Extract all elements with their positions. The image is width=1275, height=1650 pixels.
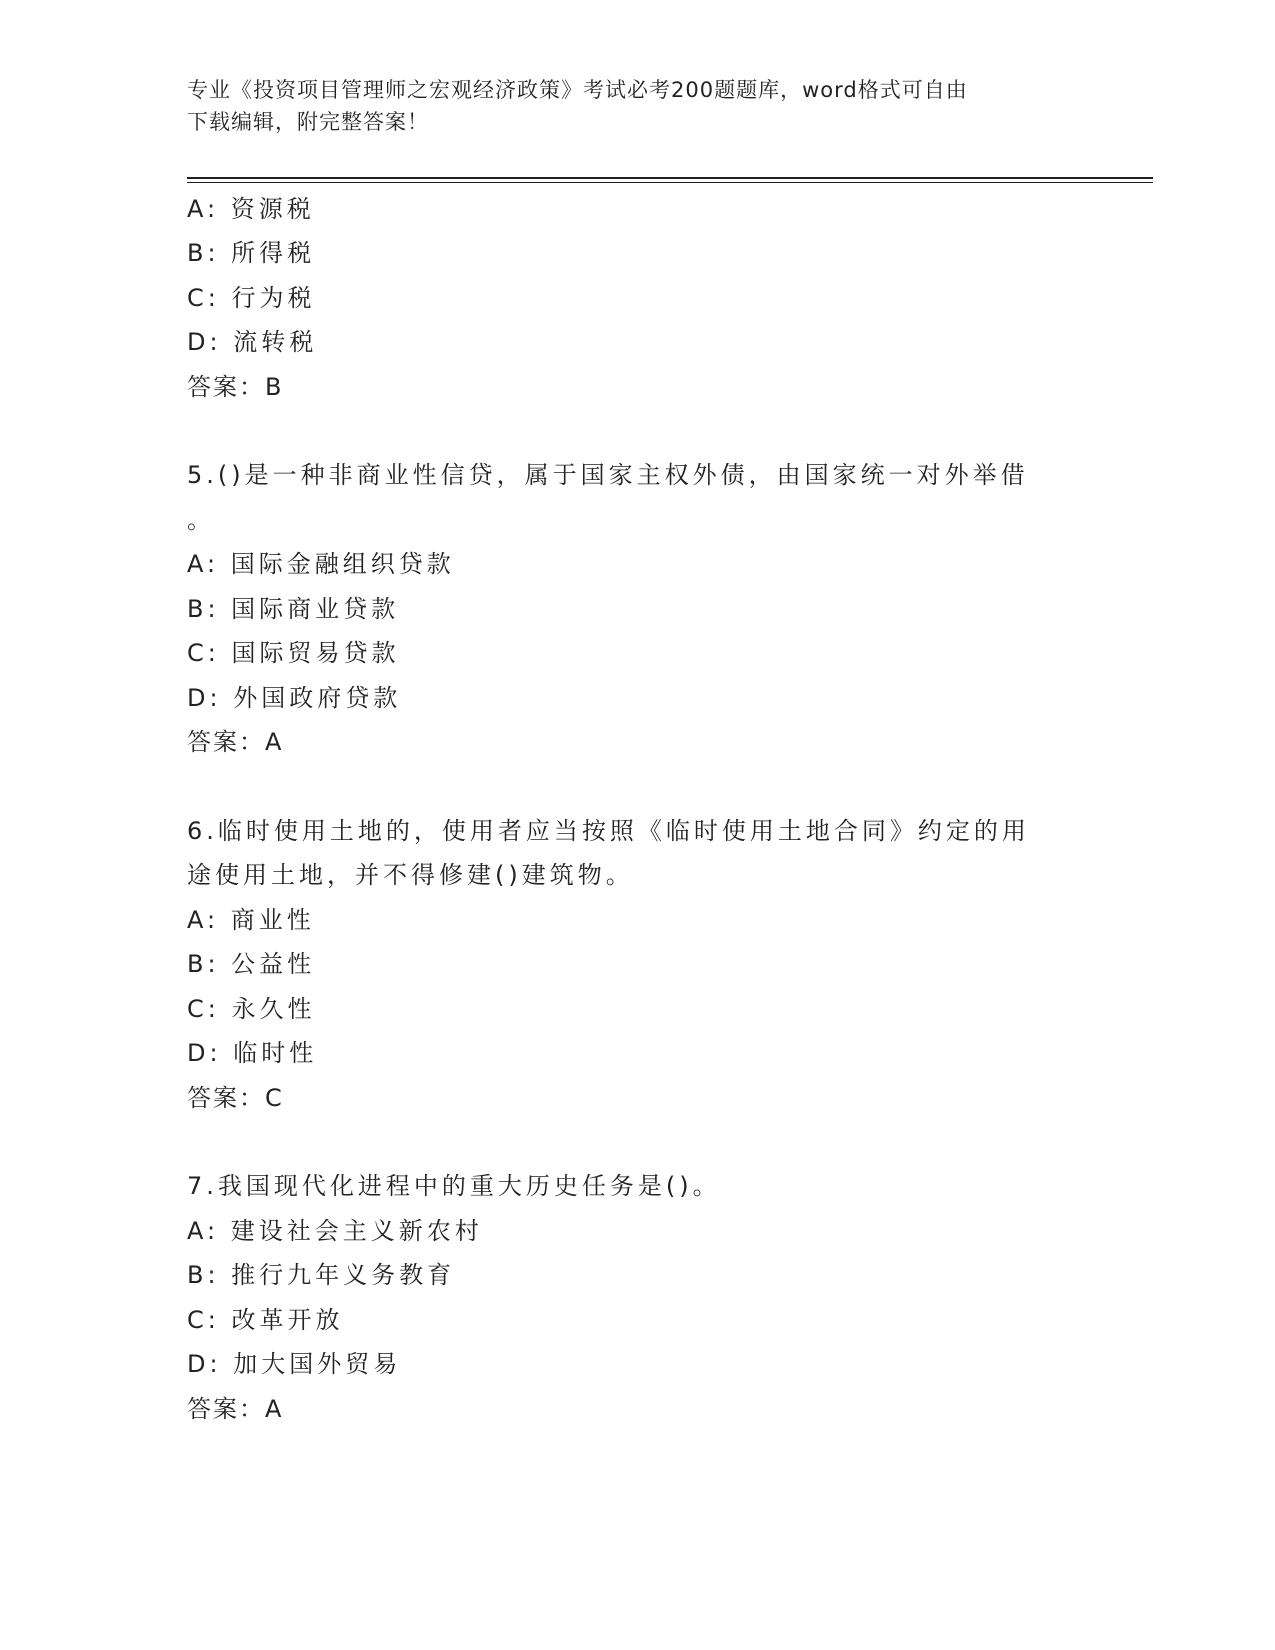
q7-option-c: C: 改革开放 bbox=[187, 1306, 344, 1334]
q4-option-c: C: 行为税 bbox=[187, 284, 316, 312]
document-header bbox=[187, 74, 1067, 138]
header-divider bbox=[187, 177, 1153, 179]
q5-option-b: B: 国际商业贷款 bbox=[187, 595, 400, 623]
q7-option-a: A: 建设社会主义新农村 bbox=[187, 1217, 483, 1245]
q6-option-c: C: 永久性 bbox=[187, 995, 316, 1023]
header-line-2: 下载编辑，附完整答案！ bbox=[187, 110, 429, 134]
q7-stem-line-1: 7.我国现代化进程中的重大历史任务是()。 bbox=[187, 1172, 721, 1200]
q5-option-c: C: 国际贸易贷款 bbox=[187, 639, 400, 667]
q5-stem-line-1: 5.()是一种非商业性信贷，属于国家主权外债，由国家统一对外举借 bbox=[187, 461, 1029, 489]
q4-option-a: A: 资源税 bbox=[187, 195, 315, 223]
q5-answer: 答案：A bbox=[187, 728, 284, 756]
q5-option-d: D: 外国政府贷款 bbox=[187, 684, 402, 712]
q6-stem-line-1: 6.临时使用土地的，使用者应当按照《临时使用土地合同》约定的用 bbox=[187, 817, 1030, 845]
q6-option-a: A: 商业性 bbox=[187, 906, 315, 934]
q6-stem-line-2: 途使用土地，并不得修建()建筑物。 bbox=[187, 861, 634, 889]
q7-answer: 答案：A bbox=[187, 1395, 284, 1423]
q7-option-b: B: 推行九年义务教育 bbox=[187, 1261, 456, 1289]
q5-option-a: A: 国际金融组织贷款 bbox=[187, 550, 455, 578]
q6-option-d: D: 临时性 bbox=[187, 1039, 318, 1067]
q4-option-d: D: 流转税 bbox=[187, 328, 318, 356]
q6-option-b: B: 公益性 bbox=[187, 950, 316, 978]
q6-answer: 答案：C bbox=[187, 1084, 284, 1112]
q7-option-d: D: 加大国外贸易 bbox=[187, 1350, 402, 1378]
q4-answer: 答案：B bbox=[187, 373, 284, 401]
q4-option-b: B: 所得税 bbox=[187, 239, 316, 267]
q5-stem-line-2: 。 bbox=[187, 506, 215, 534]
header-line-1: 专业《投资项目管理师之宏观经济政策》考试必考200题题库，word格式可自由 bbox=[187, 78, 968, 102]
header-divider-thin bbox=[187, 182, 1153, 183]
